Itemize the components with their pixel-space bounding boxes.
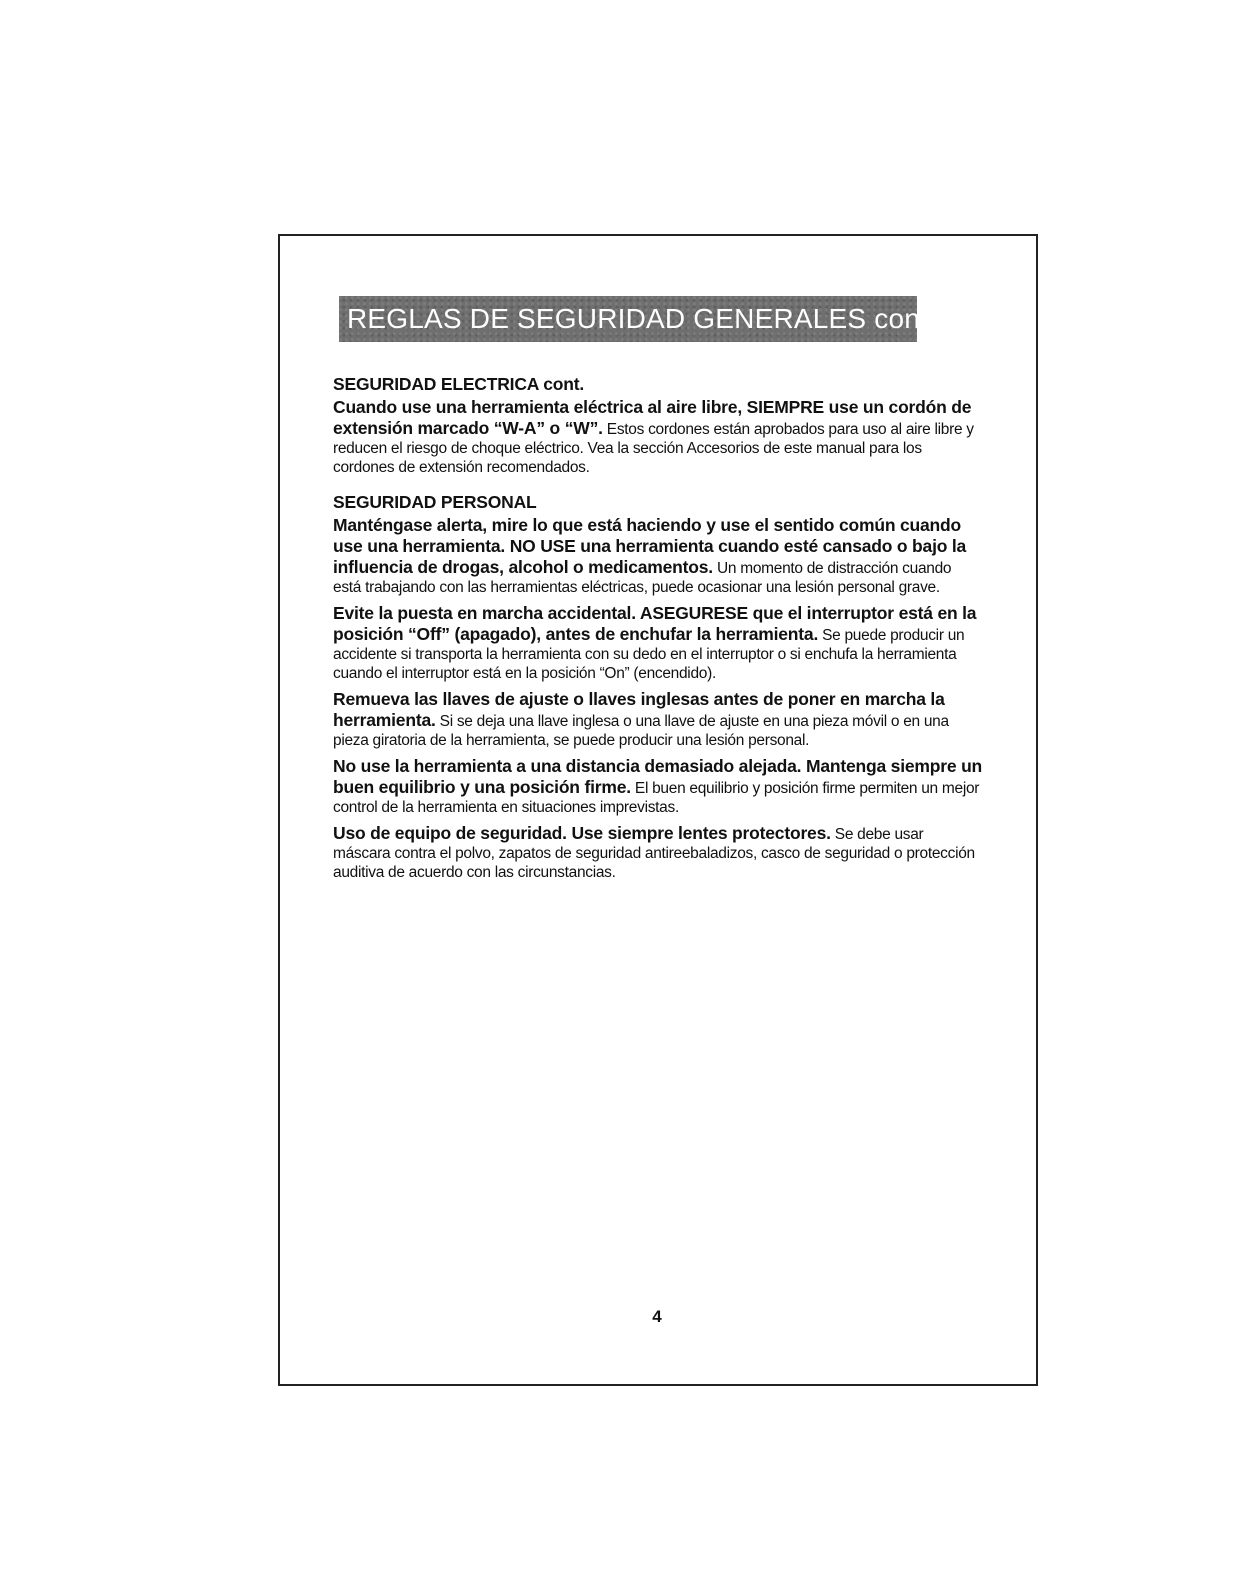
paragraph-safety-equipment [333, 823, 983, 882]
paragraph-body: Se debe usar máscara contra el polvo, zapatos de seguridad antireebaladizos, casco de seguridad o protección auditiva de acuerdo con las circunstancias. [333, 826, 975, 881]
page-number: 4 [652, 1307, 662, 1326]
paragraph-body: El buen equilibrio y posición firme permiten un mejor control de la herramienta en situaciones imprevistas. [333, 780, 980, 816]
paragraph-body: Estos cordones están aprobados para uso al aire libre y reducen el riesgo de choque eléctrico. Vea la sección Accesorios de este manual para los cordones de extensión recomendados. [333, 421, 974, 476]
paragraph-lead: Evite la puesta en marcha accidental. ASEGURESE que el interruptor está en la posición “Off” (apagado), antes de enchufar la herramienta. [333, 603, 977, 644]
paragraph-balance [333, 756, 983, 817]
paragraph-remove-keys [333, 689, 983, 750]
paragraph-lead: Remueva las llaves de ajuste o llaves inglesas antes de poner en marcha la herramienta. [333, 689, 945, 730]
paragraph-body: Se puede producir un accidente si transporta la herramienta con su dedo en el interruptor o si enchufa la herramienta cuando el interruptor está en la posición “On” (encendido). [333, 627, 965, 682]
paragraph-body: Un momento de distracción cuando está trabajando con las herramientas eléctricas, puede ocasionar una lesión personal grave. [333, 560, 952, 596]
paragraph-lead: Cuando use una herramienta eléctrica al aire libre, SIEMPRE use un cordón de extensión marcado “W-A” o “W”. [333, 397, 972, 438]
section-heading-electrical: SEGURIDAD ELECTRICA cont. [333, 374, 585, 394]
document-body [333, 373, 983, 888]
paragraph-extension-cord [333, 397, 983, 477]
paragraph-lead: No use la herramienta a una distancia demasiado alejada. Mantenga siempre un buen equilibrio y una posición firme. [333, 756, 983, 797]
section-banner: REGLAS DE SEGURIDAD GENERALES cont. [339, 296, 917, 342]
paragraph-accidental-start [333, 603, 983, 683]
paragraph-lead: Manténgase alerta, mire lo que está haciendo y use el sentido común cuando use una herramienta. NO USE una herramienta cuando esté cansado o bajo la influencia de drogas, alcohol o medicamentos. [333, 515, 967, 577]
paragraph-lead: Uso de equipo de seguridad. Use siempre lentes protectores. [333, 823, 831, 843]
paragraph-stay-alert [333, 515, 983, 597]
section-heading-personal: SEGURIDAD PERSONAL [333, 492, 537, 512]
paragraph-body: Si se deja una llave inglesa o una llave de ajuste en una pieza móvil o en una pieza giratoria de la herramienta, se puede producir una lesión personal. [333, 713, 949, 749]
